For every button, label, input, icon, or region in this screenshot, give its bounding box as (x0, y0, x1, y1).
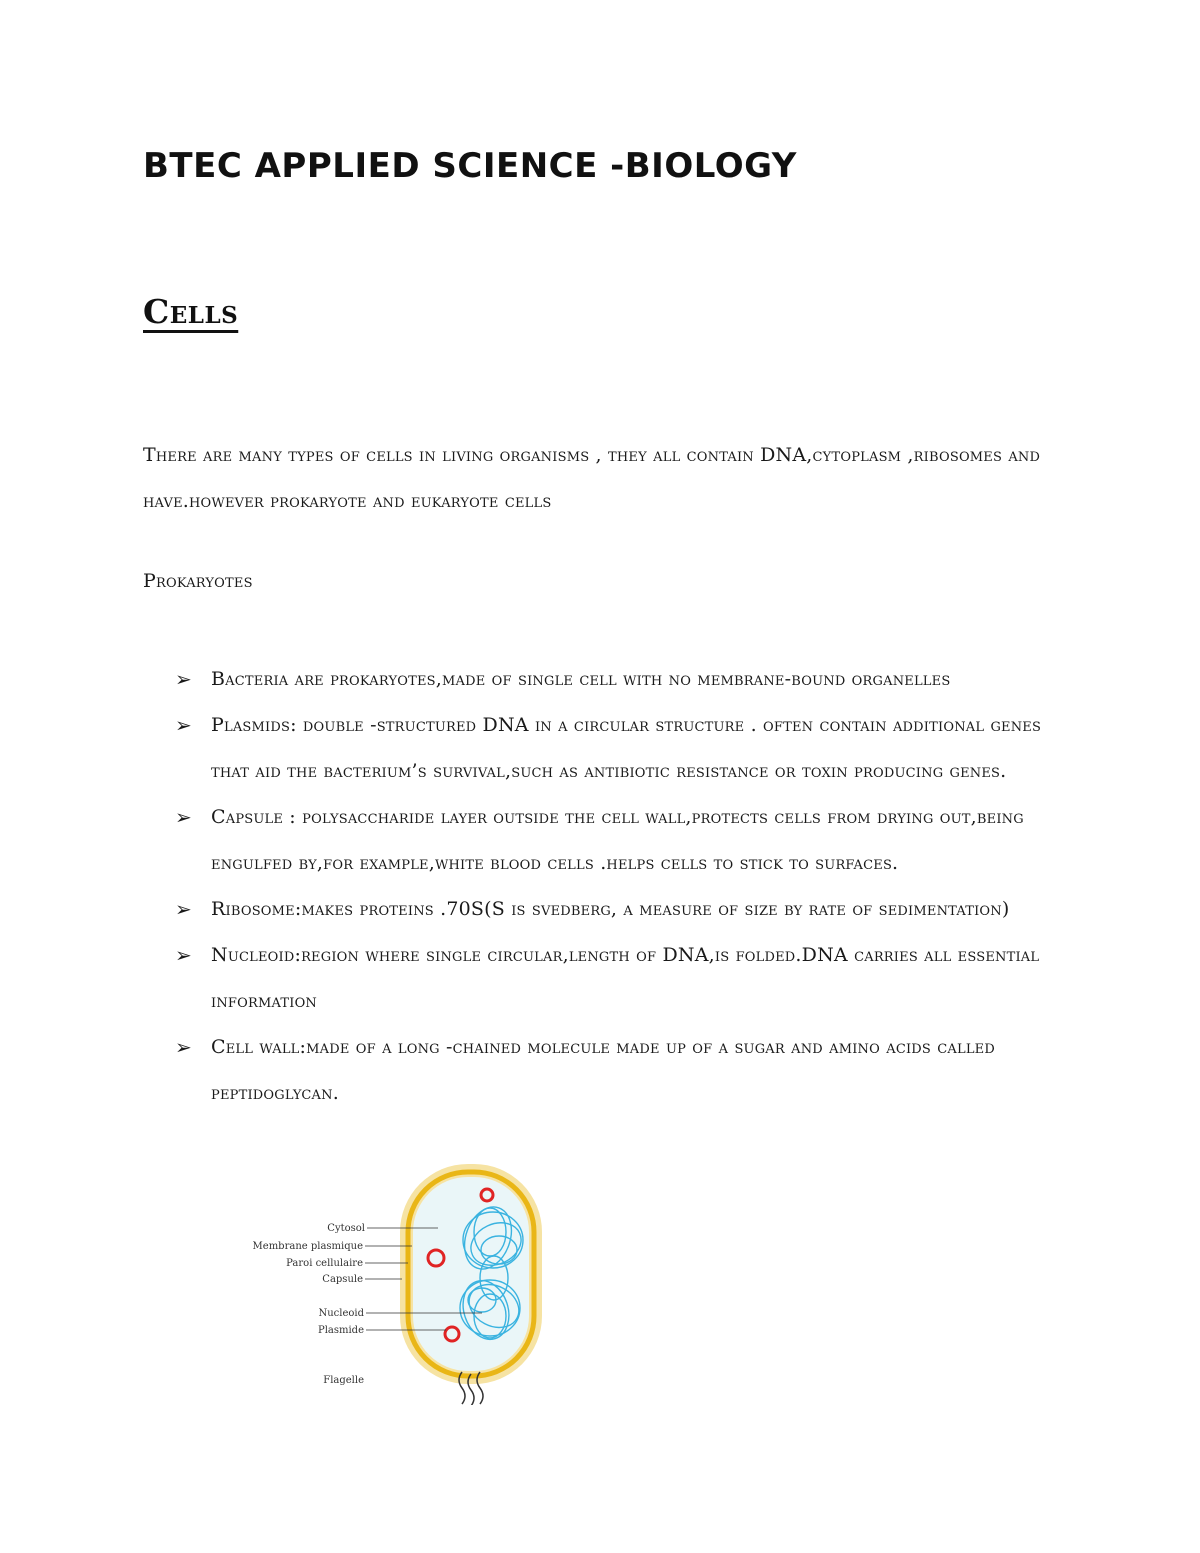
bullet-text: Cell wall:made of a long -chained molecule made up of a sugar and amino acids called peptidoglycan. (211, 1036, 995, 1104)
subheading-prokaryotes: Prokaryotes (143, 570, 253, 592)
label-capsule: Capsule (322, 1274, 363, 1285)
arrow-bullet-icon: ➢ (175, 805, 192, 829)
label-wall: Paroi cellulaire (286, 1258, 363, 1269)
bullet-text: Ribosome:makes proteins .70S(S is svedberg, a measure of size by rate of sedimentation) (211, 898, 1010, 920)
label-nucleoid: Nucleoid (318, 1308, 364, 1319)
bullet-text: Capsule : polysaccharide layer outside the cell wall,protects cells from drying out,being engulfed by,for example,white blood cells .helps cells to stick to surfaces. (211, 806, 1024, 874)
cytosol-area (413, 1177, 529, 1371)
bullet-text: Nucleoid:region where single circular,length of DNA,is folded.DNA carries all essential information (211, 944, 1040, 1012)
arrow-bullet-icon: ➢ (175, 897, 192, 921)
label-flagellum: Flagelle (323, 1375, 364, 1386)
list-item (175, 656, 1045, 702)
section-title: Cells (143, 292, 239, 331)
label-membrane: Membrane plasmique (252, 1241, 363, 1252)
bullet-text: Plasmids: double -structured DNA in a circular structure . often contain additional genes that aid the bacterium’s survival,such as antibiotic resistance or toxin producing genes. (211, 714, 1042, 782)
arrow-bullet-icon: ➢ (175, 713, 192, 737)
bullet-text: Bacteria are prokaryotes,made of single cell with no membrane-bound organelles (211, 668, 951, 690)
document-title: BTEC APPLIED SCIENCE -BIOLOGY (143, 146, 797, 186)
arrow-bullet-icon: ➢ (175, 667, 192, 691)
list-item (175, 886, 1045, 932)
arrow-bullet-icon: ➢ (175, 1035, 192, 1059)
list-item (175, 932, 1045, 1024)
list-item (175, 1024, 1045, 1116)
arrow-bullet-icon: ➢ (175, 943, 192, 967)
intro-paragraph: There are many types of cells in living organisms , they all contain DNA,cytoplasm ,ribosomes and have.however prokaryote and eukaryote cells (143, 444, 1041, 512)
list-item (175, 794, 1045, 886)
label-cytosol: Cytosol (327, 1223, 365, 1234)
label-plasmid: Plasmide (317, 1325, 364, 1336)
bullet-list (175, 656, 1045, 1116)
prokaryote-cell-diagram (250, 1160, 570, 1405)
list-item (175, 702, 1045, 794)
